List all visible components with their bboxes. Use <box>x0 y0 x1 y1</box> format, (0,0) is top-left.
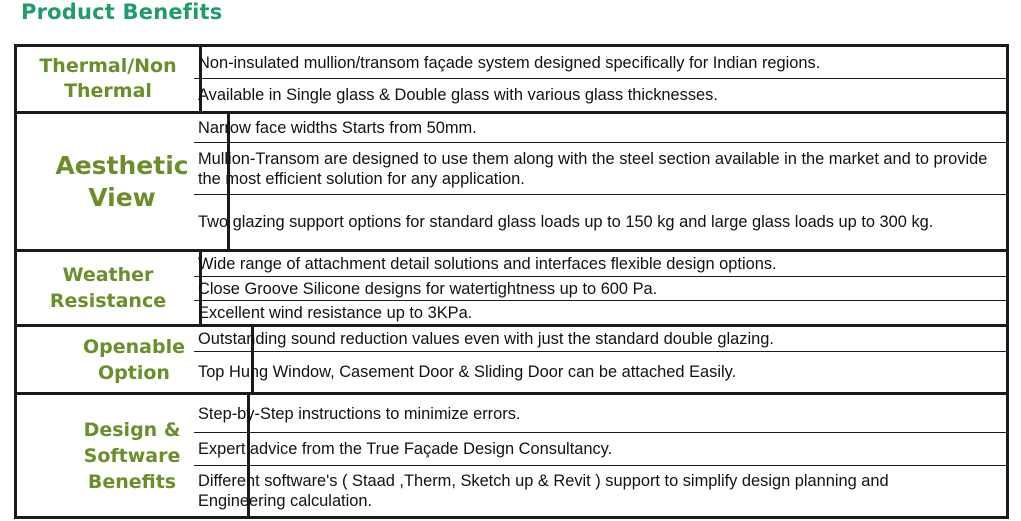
benefit-row <box>194 352 1006 392</box>
benefit-row <box>194 47 1006 79</box>
benefit-text: Available in Single glass & Double glass with various glass thicknesses. <box>198 86 718 104</box>
page-title: Product Benefits <box>21 0 223 24</box>
benefit-text: Expert advice from the True Façade Design Consultancy. <box>198 440 613 458</box>
benefit-text: Different software's ( Staad ,Therm, Sketch up & Revit ) support to simplify design planning and Engineering calculation. <box>198 472 889 510</box>
benefit-text: Two glazing support options for standard glass loads up to 150 kg and large glass loads up to 300 kg. <box>198 213 934 231</box>
group-label: Design & Software Benefits <box>17 395 250 516</box>
benefit-row <box>194 395 1006 433</box>
group-weather <box>17 252 1006 327</box>
benefits-table <box>14 44 1009 519</box>
benefit-row <box>194 114 1006 143</box>
benefit-row <box>194 79 1006 111</box>
benefit-row <box>194 143 1006 195</box>
benefit-text: Mullion-Transom are designed to use them along with the steel section available in the market and to provide the most efficient solution for any application. <box>198 149 988 188</box>
benefit-row <box>194 301 1006 324</box>
benefit-row <box>194 327 1006 352</box>
group-label: Aesthetic View <box>17 114 230 249</box>
benefit-text: Wide range of attachment detail solutions and interfaces flexible design options. <box>198 255 777 273</box>
group-label: Thermal/Non Thermal <box>17 47 202 111</box>
benefit-text: Non-insulated mullion/transom façade system designed specifically for Indian regions. <box>198 53 821 72</box>
group-label: Weather Resistance <box>17 252 202 324</box>
benefit-text: Narrow face widths Starts from 50mm. <box>198 119 477 137</box>
benefit-text: Excellent wind resistance up to 3KPa. <box>198 303 473 322</box>
group-aesthetic <box>17 114 1006 252</box>
benefit-row <box>194 195 1006 249</box>
group-openable <box>17 327 1006 395</box>
benefit-row <box>194 466 1006 516</box>
benefit-text: Top Hung Window, Casement Door & Sliding Door can be attached Easily. <box>198 363 737 381</box>
benefit-text: Close Groove Silicone designs for watertightness up to 600 Pa. <box>198 279 658 298</box>
benefit-text: Step-by-Step instructions to minimize errors. <box>198 404 521 423</box>
group-rows <box>194 47 1006 111</box>
group-rows <box>194 395 1006 516</box>
group-rows <box>194 114 1006 249</box>
benefit-row <box>194 277 1006 301</box>
benefit-text: Outstanding sound reduction values even with just the standard double glazing. <box>198 330 774 348</box>
benefit-row <box>194 252 1006 277</box>
benefit-row <box>194 433 1006 466</box>
group-thermal <box>17 47 1006 114</box>
group-rows <box>194 252 1006 324</box>
group-rows <box>194 327 1006 392</box>
group-label: Openable Option <box>17 327 254 392</box>
group-design-software <box>17 395 1006 516</box>
